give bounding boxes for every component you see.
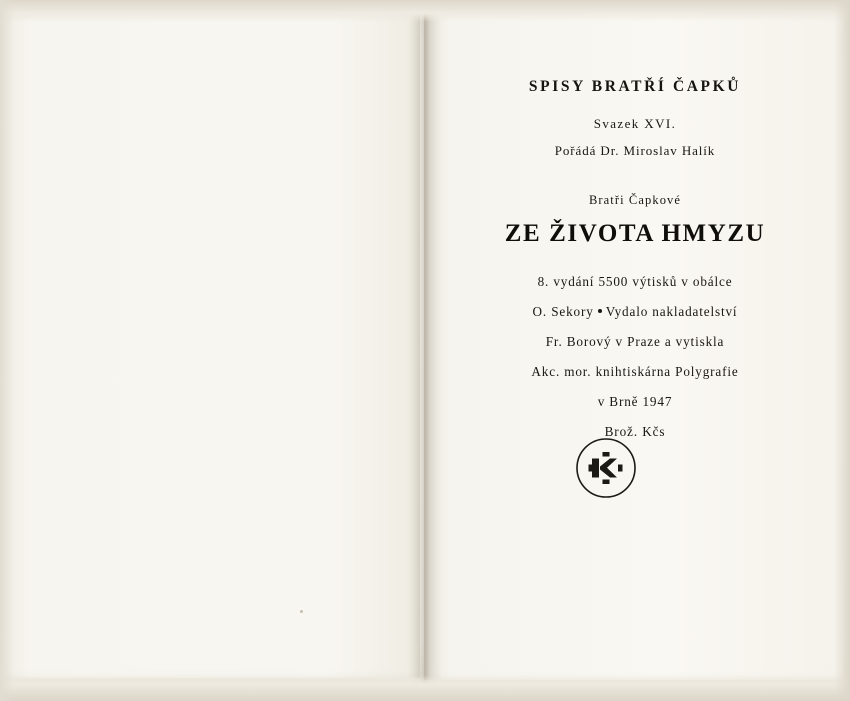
imprint-line-edition: 8. vydání 5500 výtisků v obálce	[537, 274, 733, 289]
paper-speck	[300, 610, 303, 613]
bullet-separator-icon	[598, 309, 602, 313]
top-page-edge	[0, 0, 850, 22]
imprint-line-publisher: Fr. Borový v Praze a vytiskla	[545, 334, 725, 349]
cover-artist: O. Sekory	[532, 304, 594, 319]
left-blank-page	[0, 14, 420, 678]
series-title: SPISY BRATŘÍ ČAPKŮ	[528, 78, 742, 95]
publisher-monogram-icon	[574, 436, 638, 500]
colophon-text-block	[470, 78, 800, 440]
left-page-edge	[0, 0, 14, 701]
price-line: Brož. Kčs	[604, 424, 666, 439]
imprint-line-printer: Akc. mor. knihtiskárna Polygrafie	[531, 364, 739, 379]
right-page-edge	[834, 0, 850, 701]
volume-number: Svazek XVI.	[593, 116, 677, 131]
imprint-line-place-year: v Brně 1947	[597, 394, 673, 409]
authors-line: Bratři Čapkové	[588, 193, 682, 207]
book-title: ZE ŽIVOTA HMYZU	[504, 220, 766, 247]
publisher-intro: Vydalo nakladatelství	[605, 304, 738, 319]
bottom-page-edge	[0, 675, 850, 701]
imprint-line-cover-publisher	[470, 304, 800, 320]
editor-credit: Pořádá Dr. Miroslav Halík	[554, 143, 716, 158]
book-gutter	[408, 0, 442, 701]
